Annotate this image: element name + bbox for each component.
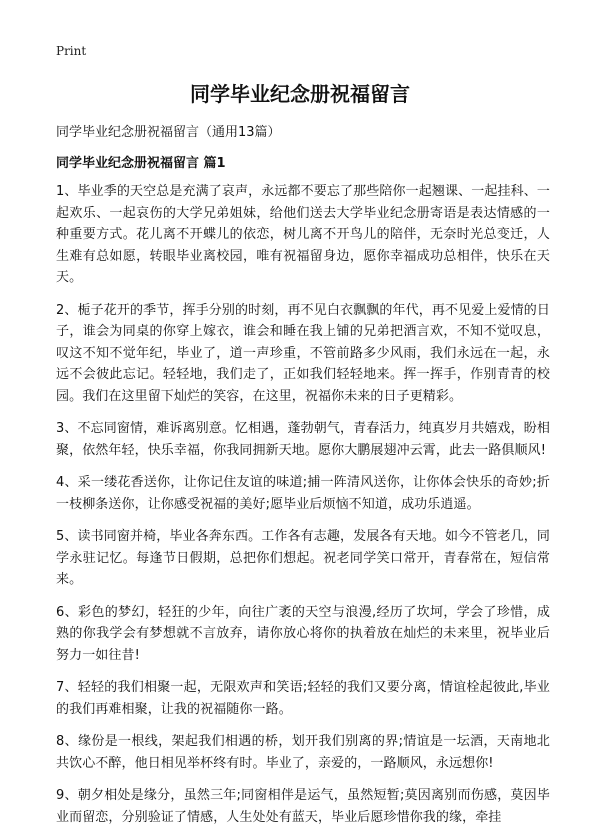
paragraph-4: 4、采一缕花香送你，让你记住友谊的味道;捕一阵清风送你，让你体会快乐的奇妙;折一枝柳条送你，让你感受祝福的美好;愿毕业后烦恼不知道，成功乐逍遥。 (56, 475, 550, 512)
paragraph-8: 8、缘份是一根线，架起我们相遇的桥，划开我们别离的界;情谊是一坛酒，天南地北共饮心不醉，他日相见举杯终有时。毕业了，亲爱的，一路顺风，永远想你! (56, 734, 550, 771)
document-title: 同学毕业纪念册祝福留言 (190, 82, 410, 106)
paragraph-list (56, 181, 550, 839)
paragraph-5: 5、读书同窗并椅，毕业各奔东西。工作各有志趣，发展各有天地。如今不管老几，同学永驻记忆。每逢节日假期，总把你们想起。祝老同学笑口常开，青春常在，短信常来。 (56, 529, 550, 587)
paragraph-3: 3、不忘同窗情，难诉离别意。忆相遇，蓬勃朝气，青春活力，纯真岁月共嬉戏，盼相聚，依然年轻，快乐幸福，你我同拥新天地。愿你大鹏展翅冲云霄，此去一路俱顺风! (56, 421, 550, 458)
print-label: Print (56, 44, 87, 58)
section-heading: 同学毕业纪念册祝福留言 篇1 (56, 156, 226, 171)
paragraph-7: 7、轻轻的我们相聚一起，无限欢声和笑语;轻轻的我们又要分离，情谊栓起彼此,毕业的我们再难相聚，让我的祝福随你一路。 (56, 680, 550, 717)
paragraph-9: 9、朝夕相处是缘分，虽然三年;同窗相伴是运气，虽然短暂;莫因离别而伤感，莫因毕业而留恋，分别验证了情感，人生处处有蓝天，毕业后愿珍惜你我的缘，牵挂 (56, 788, 550, 825)
document-subtitle: 同学毕业纪念册祝福留言（通用13篇） (56, 125, 281, 140)
paragraph-6: 6、彩色的梦幻，轻狂的少年，向往广袤的天空与浪漫,经历了坎坷，学会了珍惜，成熟的你我学会有梦想就不言放弃，请你放心将你的执着放在灿烂的未来里，祝毕业后努力一如往昔! (56, 604, 550, 663)
paragraph-1: 1、毕业季的天空总是充满了哀声，永远都不要忘了那些陪你一起翘课、一起挂科、一起欢乐、一起哀伤的大学兄弟姐妹，给他们送去大学毕业纪念册寄语是表达情感的一种重要方式。花儿离不开蝶儿的依恋，树儿离不开鸟儿的陪伴，无奈时光总变迁，人生难有总如愿，转眼毕业离校园，唯有祝福留身边，愿你幸福成功总相伴，快乐在天天。 (56, 184, 550, 285)
paragraph-2: 2、栀子花开的季节，挥手分别的时刻，再不见白衣飘飘的年代，再不见爱上爱情的日子，谁会为同桌的你穿上嫁衣，谁会和睡在我上铺的兄弟把酒言欢，不知不觉叹息，叹这不知不觉年纪，毕业了，道一声珍重，不管前路多少风雨，我们永远在一起，永远不会彼此忘记。轻轻地，我们走了，正如我们轻轻地来。挥一挥手，作别青青的校园。我们在这里留下灿烂的笑容，在这里，祝福你未来的日子更精彩。 (56, 302, 550, 404)
